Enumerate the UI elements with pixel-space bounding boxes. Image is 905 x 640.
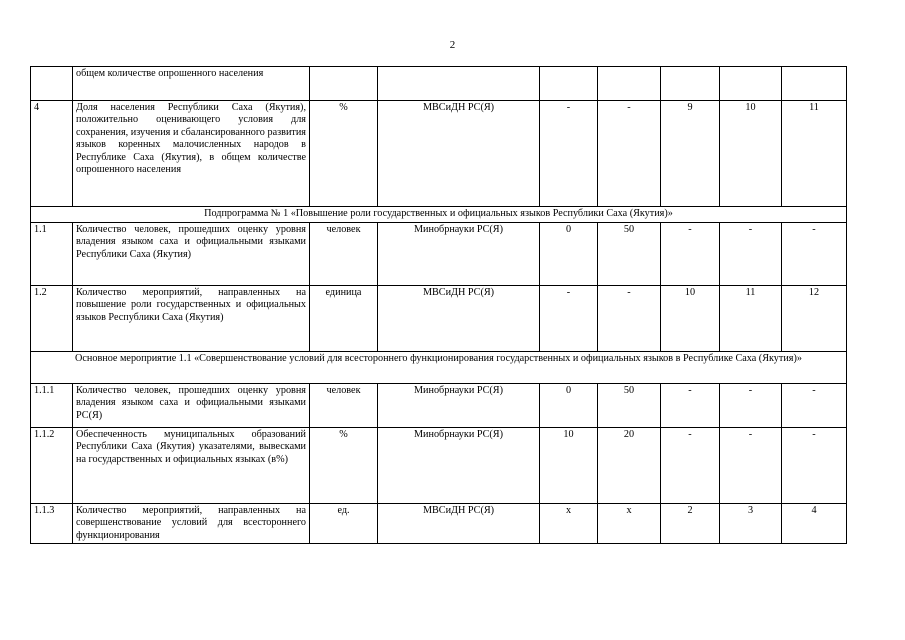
table-row — [31, 67, 847, 101]
unit-cell: % — [310, 101, 378, 207]
value-cell: - — [661, 384, 720, 428]
value-cell: 2 — [661, 504, 720, 544]
table-row — [31, 223, 847, 286]
table-row — [31, 384, 847, 428]
value-cell: 3 — [720, 504, 782, 544]
section-title: Подпрограмма № 1 «Повышение роли государственных и официальных языков Республики Саха (Якутия)» — [31, 207, 847, 223]
source-cell: МВСиДН РС(Я) — [378, 286, 540, 352]
source-cell: Минобрнауки РС(Я) — [378, 384, 540, 428]
row-number: 1.1.1 — [31, 384, 73, 428]
value-cell: - — [782, 428, 847, 504]
table-row — [31, 428, 847, 504]
indicator-name: Количество мероприятий, направленных на повышение роли государственных и официальных языков Республики Саха (Якутия) — [73, 286, 310, 352]
value-cell: - — [598, 286, 661, 352]
source-cell — [378, 67, 540, 101]
row-number: 4 — [31, 101, 73, 207]
value-cell: - — [540, 101, 598, 207]
row-number: 1.2 — [31, 286, 73, 352]
value-cell: 10 — [720, 101, 782, 207]
indicator-name: Количество человек, прошедших оценку уровня владения языком саха и официальными языками РС(Я) — [73, 384, 310, 428]
unit-cell: человек — [310, 223, 378, 286]
value-cell: 11 — [782, 101, 847, 207]
indicator-name: общем количестве опрошенного населения — [73, 67, 310, 101]
unit-cell: единица — [310, 286, 378, 352]
table-row — [31, 101, 847, 207]
table-row — [31, 286, 847, 352]
unit-cell: % — [310, 428, 378, 504]
value-cell: - — [720, 428, 782, 504]
value-cell — [782, 67, 847, 101]
value-cell: 10 — [540, 428, 598, 504]
source-cell: МВСиДН РС(Я) — [378, 101, 540, 207]
value-cell: 4 — [782, 504, 847, 544]
value-cell: 11 — [720, 286, 782, 352]
source-cell: Минобрнауки РС(Я) — [378, 223, 540, 286]
value-cell: х — [598, 504, 661, 544]
value-cell — [540, 67, 598, 101]
value-cell: - — [782, 223, 847, 286]
value-cell: 20 — [598, 428, 661, 504]
value-cell — [598, 67, 661, 101]
value-cell: 50 — [598, 384, 661, 428]
row-number: 1.1 — [31, 223, 73, 286]
source-cell: Минобрнауки РС(Я) — [378, 428, 540, 504]
unit-cell: человек — [310, 384, 378, 428]
value-cell: - — [720, 223, 782, 286]
value-cell: - — [661, 223, 720, 286]
value-cell: 0 — [540, 223, 598, 286]
unit-cell — [310, 67, 378, 101]
table-body — [31, 67, 847, 544]
section-row — [31, 352, 847, 384]
indicator-name: Количество мероприятий, направленных на совершенствование условий для всестороннего функционирования — [73, 504, 310, 544]
section-row — [31, 207, 847, 223]
value-cell — [720, 67, 782, 101]
value-cell: - — [598, 101, 661, 207]
value-cell: 12 — [782, 286, 847, 352]
indicator-name: Обеспеченность муниципальных образований Республики Саха (Якутия) указателями, вывесками на государственных и официальных языках (в%) — [73, 428, 310, 504]
indicator-name: Доля населения Республики Саха (Якутия), положительно оценивающего условия для сохранения, изучения и сбалансированного развития языков коренных малочисленных народов в Республике Саха (Якутия), в общем количестве опрошенного населения — [73, 101, 310, 207]
value-cell: - — [782, 384, 847, 428]
value-cell: 0 — [540, 384, 598, 428]
table-row — [31, 504, 847, 544]
row-number: 1.1.2 — [31, 428, 73, 504]
value-cell: 50 — [598, 223, 661, 286]
source-cell: МВСиДН РС(Я) — [378, 504, 540, 544]
value-cell: - — [720, 384, 782, 428]
value-cell — [661, 67, 720, 101]
page-number: 2 — [449, 39, 456, 51]
row-number: 1.1.3 — [31, 504, 73, 544]
value-cell: х — [540, 504, 598, 544]
row-number — [31, 67, 73, 101]
value-cell: 10 — [661, 286, 720, 352]
value-cell: 9 — [661, 101, 720, 207]
unit-cell: ед. — [310, 504, 378, 544]
section-title: Основное мероприятие 1.1 «Совершенствование условий для всестороннего функционирования государственных и официальных языков в Республике Саха (Якутия)» — [31, 352, 847, 384]
indicator-name: Количество человек, прошедших оценку уровня владения языком саха и официальными языками Республики Саха (Якутия) — [73, 223, 310, 286]
value-cell: - — [661, 428, 720, 504]
value-cell: - — [540, 286, 598, 352]
indicators-table — [30, 66, 847, 544]
